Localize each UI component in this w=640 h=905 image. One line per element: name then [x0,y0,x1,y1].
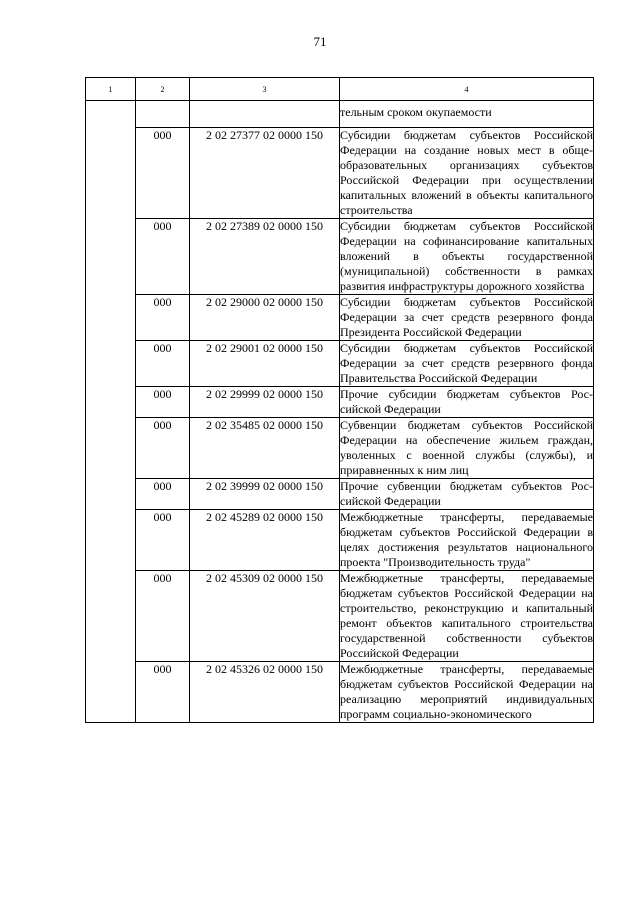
budget-code-cell: 2 02 27377 02 0000 150 [190,128,340,219]
budget-code-cell: 2 02 45326 02 0000 150 [190,662,340,723]
description-cell: Субвенции бюджетам субъектов Российской Федерации на обеспечение жильем граждан, уволенных с военной службы (службы), и приравненных к ним лиц [340,418,593,477]
description-cell: Прочие субсидии бюджетам субъектов Российской Федерации [340,387,593,416]
header-col-2: 2 [136,78,190,101]
budget-classification-table [85,77,594,723]
budget-code-cell: 2 02 45289 02 0000 150 [190,510,340,571]
header-col-1: 1 [86,78,136,101]
budget-code-cell: 2 02 29001 02 0000 150 [190,341,340,387]
table-row [86,219,594,295]
admin-code-cell: 000 [136,418,190,479]
description-cell: Межбюджетные трансферты, передаваемые бюджетам субъектов Российской Федерации в целях достижения результатов национального проекта "Производительность труда" [340,510,593,569]
table-row [86,341,594,387]
description-cell: тельным сроком окупаемости [340,101,594,128]
budget-code-cell: 2 02 27389 02 0000 150 [190,219,340,295]
description-cell: Межбюджетные трансферты, передаваемые бюджетам субъектов Российской Федерации на строительство, реконструкцию и капитальный ремонт объектов капитального строительства государственной собственности субъектов Российской Федерации [340,571,593,660]
admin-code-cell: 000 [136,510,190,571]
description-cell: Межбюджетные трансферты, передаваемые бюджетам субъектов Российской Федерации на реализацию мероприятий индивидуальных программ социально-экономического [340,662,593,721]
admin-code-cell: 000 [136,295,190,341]
budget-code-cell: 2 02 35485 02 0000 150 [190,418,340,479]
budget-code-cell: 2 02 29000 02 0000 150 [190,295,340,341]
budget-code-cell: 2 02 45309 02 0000 150 [190,571,340,662]
admin-code-cell: 000 [136,341,190,387]
page-number: 71 [313,34,327,49]
budget-code-cell [190,101,340,128]
table-row [86,662,594,723]
section-cell [86,101,136,723]
header-col-4: 4 [340,78,594,101]
table-row [86,510,594,571]
table-row [86,479,594,510]
table-row [86,418,594,479]
admin-code-cell: 000 [136,387,190,418]
admin-code-cell: 000 [136,571,190,662]
table-row [86,571,594,662]
admin-code-cell: 000 [136,479,190,510]
header-col-3: 3 [190,78,340,101]
description-cell: Субсидии бюджетам субъектов Российской Федерации за счет средств резервного фонда Правительства Российской Федерации [340,341,593,385]
admin-code-cell: 000 [136,128,190,219]
budget-code-cell: 2 02 39999 02 0000 150 [190,479,340,510]
table-row [86,387,594,418]
admin-code-cell: 000 [136,662,190,723]
description-cell: Субсидии бюджетам субъектов Российской Федерации на софинансирование капитальных вложений в объекты государственной (муниципальной) собственности в рамках развития инфраструктуры дорожного хозяйства [340,219,593,293]
table-header-row [86,78,594,101]
description-cell: Прочие субвенции бюджетам субъектов Российской Федерации [340,479,593,508]
description-cell: Субсидии бюджетам субъектов Российской Федерации за счет средств резервного фонда Президента Российской Федерации [340,295,593,339]
budget-code-cell: 2 02 29999 02 0000 150 [190,387,340,418]
table-row [86,128,594,219]
admin-code-cell: 000 [136,219,190,295]
table-row-continuation [86,101,594,128]
table-row [86,295,594,341]
description-cell: Субсидии бюджетам субъектов Российской Федерации на создание новых мест в общеобразовательных организациях субъектов Российской Федерации при осуществлении капитальных вложений в объекты капитального строительства [340,128,593,217]
admin-code-cell [136,101,190,128]
